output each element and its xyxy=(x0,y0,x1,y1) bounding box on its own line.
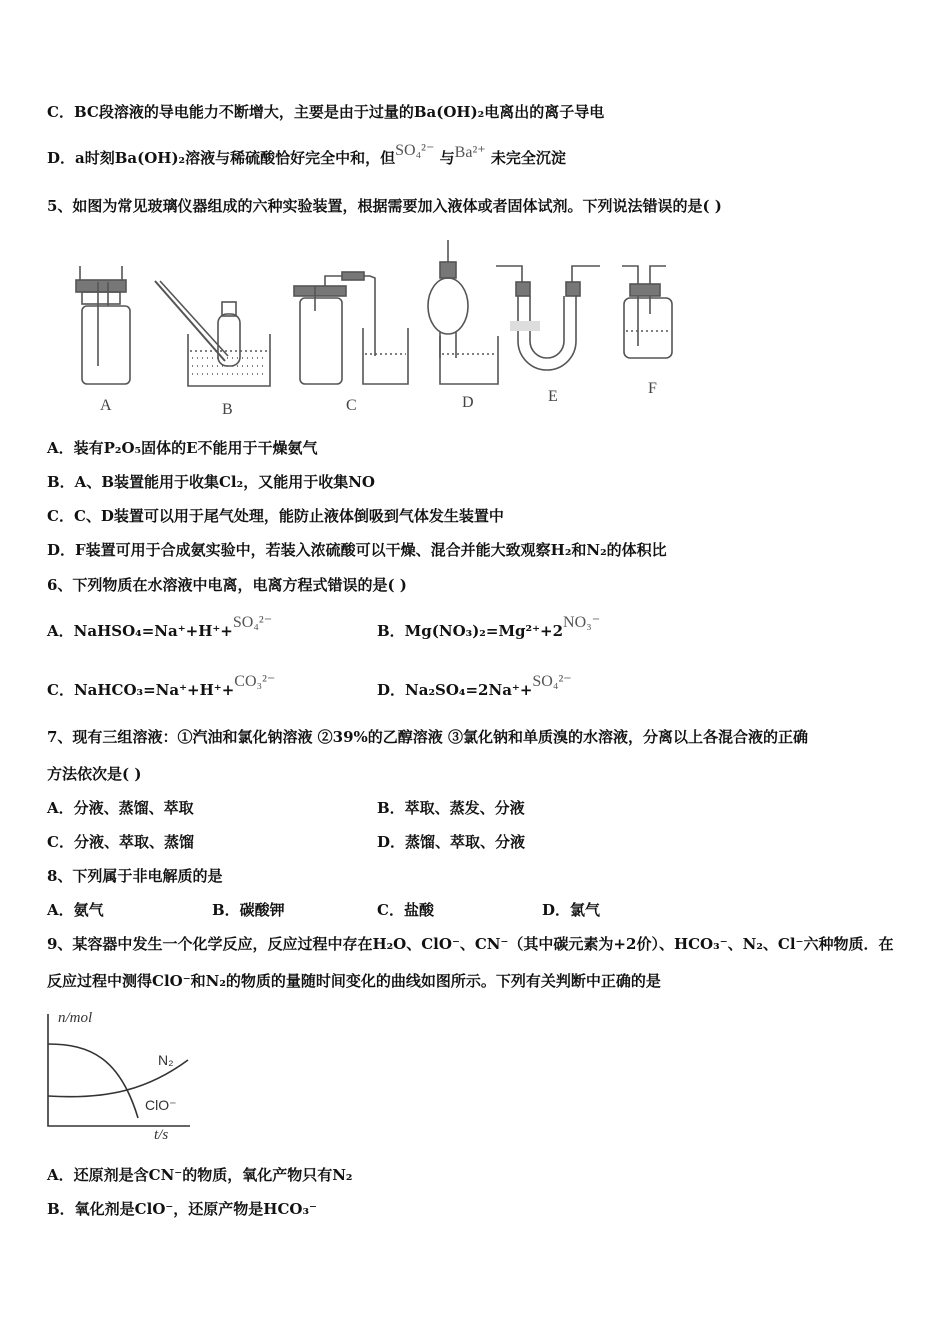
q8-option-b: B．碳酸钾 xyxy=(212,901,285,919)
q9-option-a: A．还原剂是含CN⁻的物质，氧化产物只有N₂ xyxy=(47,1166,353,1184)
q6-option-b xyxy=(377,614,601,642)
apparatus-c xyxy=(294,272,408,384)
graph-curve-n2-label: N₂ xyxy=(158,1052,174,1068)
barium-ion: Ba²⁺ xyxy=(454,144,486,161)
apparatus-d xyxy=(428,240,498,384)
q4-option-d-mid: 与 xyxy=(439,149,455,167)
apparatus-a xyxy=(76,266,130,384)
q9-stem-line2: 反应过程中测得ClO⁻和N₂的物质的量随时间变化的曲线如图所示。下列有关判断中正确的是 xyxy=(47,972,661,990)
q6-option-b-text: B．Mg(NO₃)₂=Mg²⁺+2 xyxy=(377,622,564,640)
label-a: A xyxy=(100,397,112,414)
q5-stem: 5、如图为常见玻璃仪器组成的六种实验装置，根据需要加入液体或者固体试剂。下列说法错误的是( ) xyxy=(47,197,722,215)
q7-option-c: C．分液、萃取、蒸馏 xyxy=(47,833,194,851)
sulfate-ion: SO₄²⁻ xyxy=(532,673,572,690)
q5-option-c: C．C、D装置可以用于尾气处理，能防止液体倒吸到气体发生装置中 xyxy=(47,507,504,525)
q7-option-a: A．分液、蒸馏、萃取 xyxy=(47,799,194,817)
q5-option-a: A．装有P₂O₅固体的E不能用于干燥氨气 xyxy=(47,439,318,457)
graph-curve-clo-label: ClO⁻ xyxy=(145,1097,177,1113)
sulfate-ion: SO₄²⁻ xyxy=(395,142,435,159)
q7-stem-line2: 方法依次是( ) xyxy=(47,765,142,783)
q9-stem-line1: 9、某容器中发生一个化学反应，反应过程中存在H₂O、ClO⁻、CN⁻（其中碳元素为+2价）、HCO₃⁻、N₂、Cl⁻六种物质．在 xyxy=(47,935,894,953)
q4-option-d-suffix: 未完全沉淀 xyxy=(490,149,566,167)
nitrate-ion: NO₃⁻ xyxy=(563,614,601,631)
q7-option-b: B．萃取、蒸发、分液 xyxy=(377,799,525,817)
q6-option-a xyxy=(47,614,273,642)
apparatus-b xyxy=(155,281,270,386)
graph-x-label: t/s xyxy=(154,1127,169,1143)
apparatus-e xyxy=(496,266,600,370)
q7-stem-line1: 7、现有三组溶液：①汽油和氯化钠溶液 ②39%的乙醇溶液 ③氯化钠和单质溴的水溶液，分离以上各混合液的正确 xyxy=(47,728,809,746)
q8-stem: 8、下列属于非电解质的是 xyxy=(47,867,223,885)
q6-stem: 6、下列物质在水溶液中电离，电离方程式错误的是( ) xyxy=(47,576,407,594)
q8-option-d: D．氯气 xyxy=(542,901,601,919)
q6-option-c-text: C．NaHCO₃=Na⁺+H⁺+ xyxy=(47,681,235,699)
label-b: B xyxy=(222,401,233,418)
sulfate-ion: SO₄²⁻ xyxy=(232,614,273,631)
apparatus-f xyxy=(622,266,672,358)
q5-apparatus-figure xyxy=(60,236,700,426)
q4-option-c: C．BC段溶液的导电能力不断增大，主要是由于过量的Ba(OH)₂电离出的离子导电 xyxy=(47,103,605,121)
q9-graph xyxy=(40,1008,200,1146)
q6-option-d-text: D．Na₂SO₄=2Na⁺+ xyxy=(377,681,533,699)
q6-option-a-text: A．NaHSO₄=Na⁺+H⁺+ xyxy=(47,622,233,640)
carbonate-ion: CO₃²⁻ xyxy=(234,673,276,690)
label-c: C xyxy=(346,397,357,414)
q5-option-b: B．A、B装置能用于收集Cl₂，又能用于收集NO xyxy=(47,473,375,491)
graph-y-label: n/mol xyxy=(58,1010,93,1026)
q4-option-d-prefix: D．a时刻Ba(OH)₂溶液与稀硫酸恰好完全中和，但 xyxy=(47,149,396,167)
q5-option-d: D．F装置可用于合成氨实验中，若装入浓硫酸可以干燥、混合并能大致观察H₂和N₂的体积比 xyxy=(47,541,667,559)
q9-option-b: B．氧化剂是ClO⁻，还原产物是HCO₃⁻ xyxy=(47,1200,317,1218)
label-d: D xyxy=(462,394,474,411)
q8-option-a: A．氨气 xyxy=(47,901,104,919)
label-f: F xyxy=(648,380,657,397)
q6-option-c xyxy=(47,673,276,701)
q4-option-d xyxy=(47,142,566,169)
label-e: E xyxy=(548,388,558,405)
q6-option-d xyxy=(377,673,572,701)
q8-option-c: C．盐酸 xyxy=(377,901,434,919)
q7-option-d: D．蒸馏、萃取、分液 xyxy=(377,833,526,851)
